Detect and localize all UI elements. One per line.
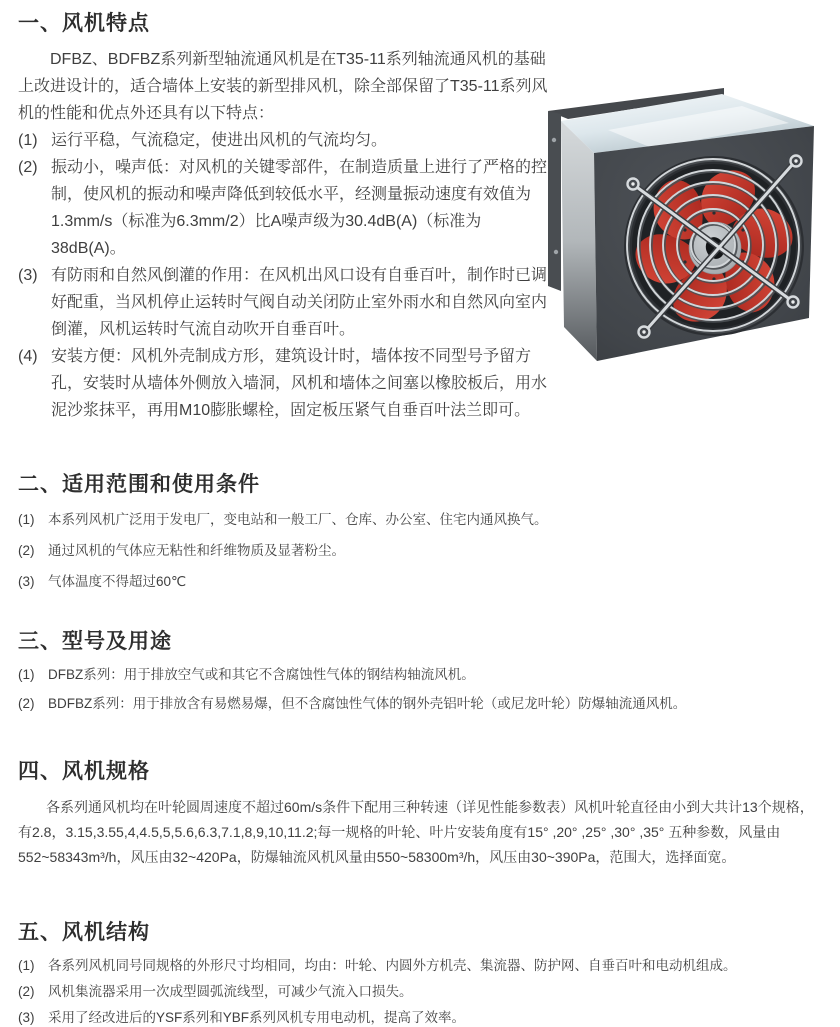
list-item: [18, 695, 826, 713]
section-scope: [18, 471, 826, 591]
item-text: 各系列风机同号同规格的外形尺寸均相同，均由：叶轮、内圆外方机壳、集流器、防护网、自垂百叶和电动机组成。: [48, 958, 737, 973]
item-text: 气体温度不得超过60℃: [48, 574, 187, 589]
list-item: [18, 957, 826, 975]
section-features-title: 一、风机特点: [18, 12, 150, 35]
item-text: 运行平稳，气流稳定，使进出风机的气流均匀。: [51, 132, 388, 149]
item-marker: (3): [18, 574, 35, 589]
item-marker: (4): [18, 348, 38, 365]
list-item: [18, 262, 552, 343]
section-specs: [18, 758, 826, 870]
list-item: [18, 343, 552, 424]
casing-left-face: [561, 121, 597, 361]
item-text: 安装方便：风机外壳制成方形，建筑设计时，墙体按不同型号予留方孔，安装时从墙体外侧放入墙洞，风机和墙体之间塞以橡胶板后，用水泥沙浆抹平，再用M10膨胀螺栓，固定板压紧气自垂百叶法兰即可。: [51, 348, 548, 419]
flange-bolt: [554, 250, 558, 254]
section-structure-title: 五、风机结构: [18, 921, 150, 944]
list-item: [18, 542, 826, 560]
fan-product-photo: [546, 84, 838, 396]
item-text: BDFBZ系列：用于排放含有易燃易爆，但不含腐蚀性气体的钢外壳铝叶轮（或尼龙叶轮）防爆轴流通风机。: [48, 696, 687, 711]
item-text: 采用了经改进后的YSF系列和YBF系列风机专用电动机，提高了效率。: [48, 1010, 466, 1025]
item-text: 振动小，噪声低：对风机的关键零部件，在制造质量上进行了严格的控制，使风机的振动和噪声降低到较低水平，经测量振动速度有效值为1.3mm/s（标准为6.3mm/2）比A噪声级为30.4dB(A)（标准为38dB(A)。: [51, 159, 548, 257]
list-item: [18, 983, 826, 1001]
list-item: [18, 1009, 826, 1027]
item-text: 风机集流器采用一次成型圆弧流线型，可减少气流入口损失。: [48, 984, 413, 999]
list-item: [18, 666, 826, 684]
flange-bolt: [552, 138, 556, 142]
section-features-intro: DFBZ、BDFBZ系列新型轴流通风机是在T35-11系列轴流通风机的基础上改进设计的，适合墙体上安装的新型排风机，除全部保留了T35-11系列风机的性能和优点外还具有以下特点：: [18, 51, 548, 122]
item-text: 通过风机的气体应无粘性和纤维物质及显著粉尘。: [48, 543, 345, 558]
item-marker: (1): [18, 667, 35, 682]
axial-fan-illustration: [546, 84, 838, 396]
section-features: [18, 10, 552, 424]
item-marker: (3): [18, 267, 38, 284]
item-marker: (2): [18, 543, 35, 558]
item-text: 本系列风机广泛用于发电厂，变电站和一般工厂、仓库、办公室、住宅内通风换气。: [48, 512, 548, 527]
section-models-title: 三、型号及用途: [18, 630, 172, 653]
section-specs-paragraph: 各系列通风机均在叶轮圆周速度不超过60m/s条件下配用三种转速（详见性能参数表）风机叶轮直径由小到大共计13个规格，有2.8，3.15,3.55,4,4.5,5,5.6,6.3,7.1,8,9,10,11.2;每一规格的叶轮、叶片安装角度有15° ,20° ,25° ,30° ,35° 五种参数，风量由552~58343m³/h，风压由32~420Pa，防爆轴流风机风量由550~58300m³/h，风压由30~390Pa，范围大，选择面宽。: [18, 799, 814, 865]
section-structure: [18, 919, 826, 1027]
item-marker: (1): [18, 512, 35, 527]
section-features-list: [18, 127, 552, 424]
item-marker: (1): [18, 132, 38, 149]
section-specs-title: 四、风机规格: [18, 760, 150, 783]
list-item: [18, 511, 826, 529]
item-marker: (3): [18, 1010, 35, 1025]
item-marker: (2): [18, 159, 38, 176]
list-item: [18, 573, 826, 591]
item-text: DFBZ系列：用于排放空气或和其它不含腐蚀性气体的钢结构轴流风机。: [48, 667, 475, 682]
section-scope-title: 二、适用范围和使用条件: [18, 473, 260, 496]
list-item: [18, 154, 552, 262]
list-item: [18, 127, 552, 154]
section-models: [18, 628, 826, 713]
item-text: 有防雨和自然风倒灌的作用：在风机出风口设有自垂百叶，制作时已调好配重，当风机停止运转时气阀自动关闭防止室外雨水和自然风向室内倒灌，风机运转时气流自动吹开自垂百叶。: [51, 267, 548, 338]
item-marker: (2): [18, 696, 35, 711]
item-marker: (1): [18, 958, 35, 973]
item-marker: (2): [18, 984, 35, 999]
